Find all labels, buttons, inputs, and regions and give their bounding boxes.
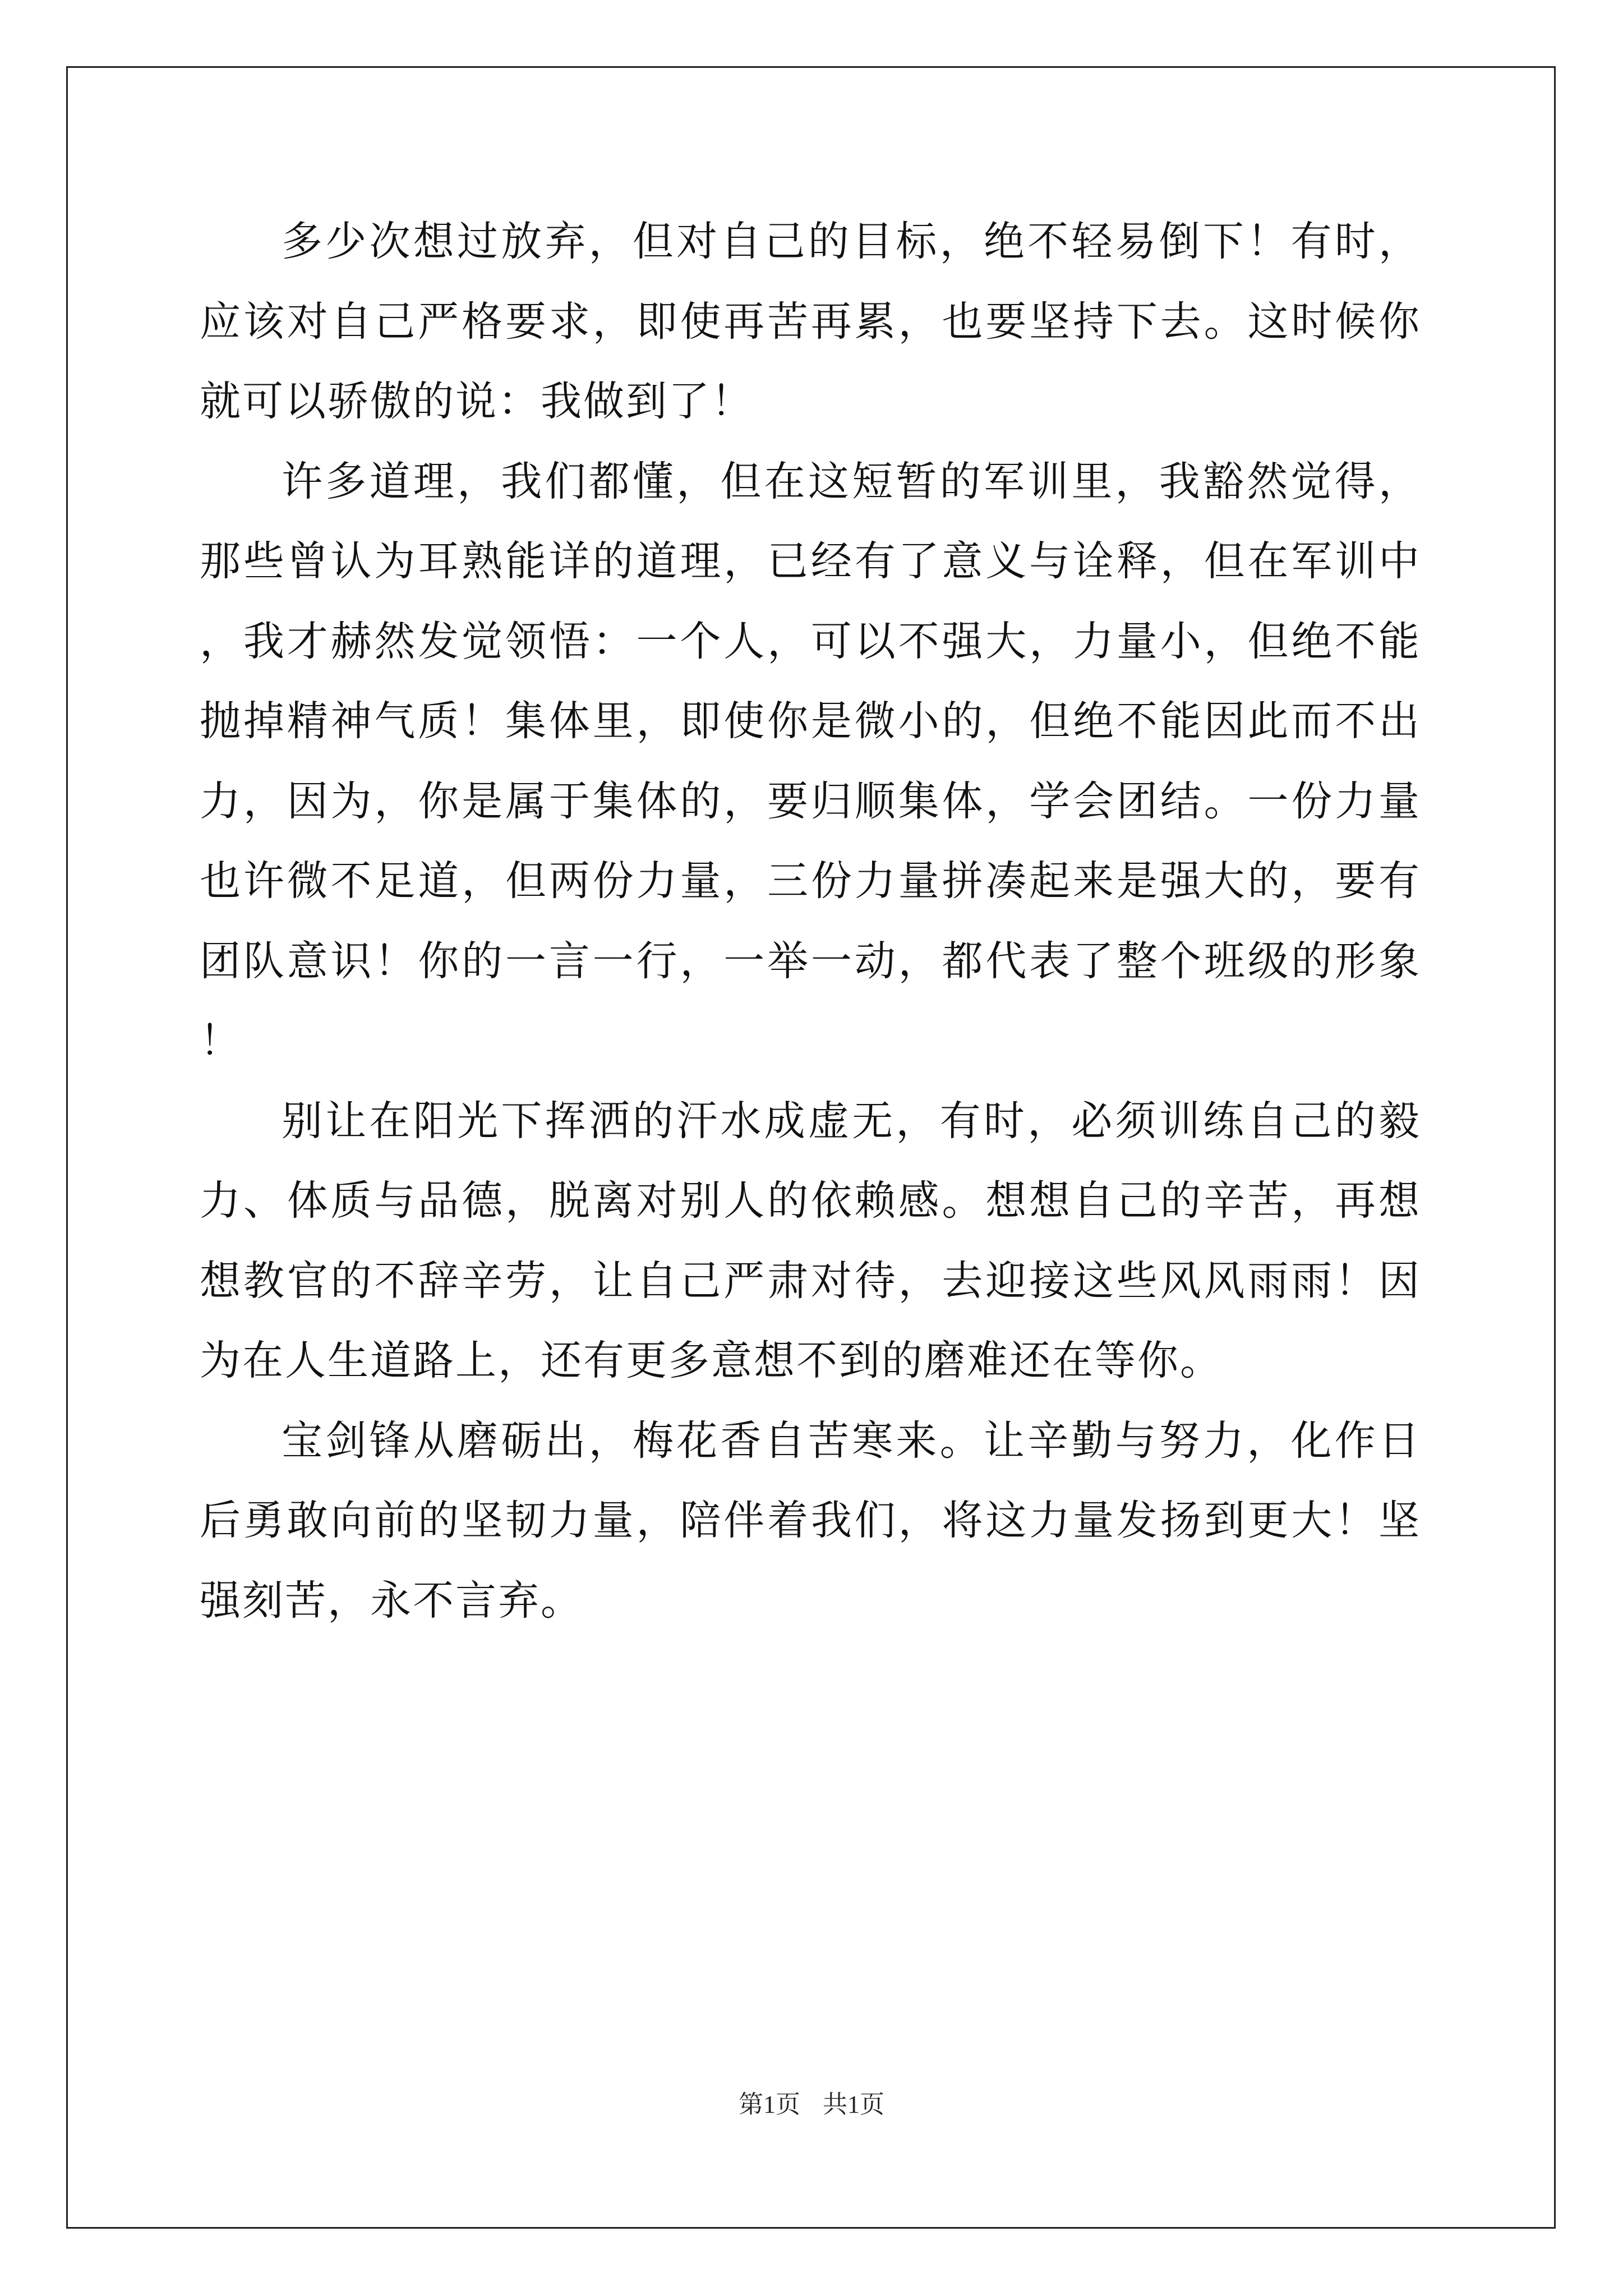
paragraph-3: 别让在阳光下挥洒的汗水成虚无，有时，必须训练自己的毅力、体质与品德，脱离对别人的依赖感。想想自己的辛苦，再想想教官的不辞辛劳，让自己严肃对待，去迎接这些风风雨雨！因为在人生道路上，还有更多意想不到的磨难还在等你。: [200, 1097, 1421, 1384]
paragraph-1: 多少次想过放弃，但对自己的目标，绝不轻易倒下！有时，应该对自己严格要求，即使再苦再累，也要坚持下去。这时候你就可以骄傲的说：我做到了！: [200, 218, 1421, 425]
page-number-current: 第1页: [739, 2091, 800, 2118]
paragraph-4: 宝剑锋从磨砺出，梅花香自苦寒来。让辛勤与努力，化作日后勇敢向前的坚韧力量，陪伴着我们，将这力量发扬到更大！坚强刻苦，永不言弃。: [200, 1416, 1421, 1625]
page-number-total: 共1页: [823, 2091, 884, 2118]
page-footer: [0, 2088, 1623, 2122]
paragraph-2: 许多道理，我们都懂，但在这短暂的军训里，我豁然觉得，那些曾认为耳熟能详的道理，已经有了意义与诠释，但在军训中，我才赫然发觉领悟：一个人，可以不强大，力量小，但绝不能抛掉精神气质！集体里，即使你是微小的，但绝不能因此而不出力，因为，你是属于集体的，要归顺集体，学会团结。一份力量也许微不足道，但两份力量，三份力量拼凑起来是强大的，要有团队意识！你的一言一行，一举一动，都代表了整个班级的形象！: [200, 457, 1421, 1065]
document-body: [200, 202, 1421, 1641]
